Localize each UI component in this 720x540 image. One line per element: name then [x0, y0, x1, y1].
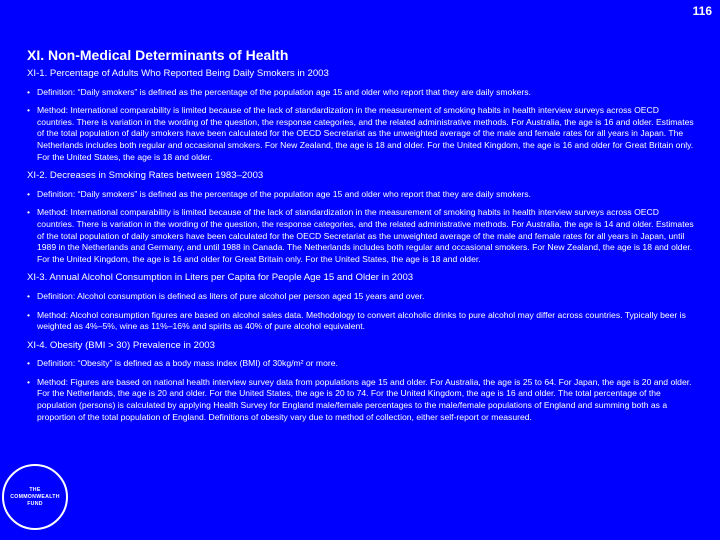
- section-heading: XI-2. Decreases in Smoking Rates between 1983–2003: [27, 170, 264, 182]
- method-bullet: • Method: International comparability is limited because of the lack of standardization in the measurement of smoking habits in health interview surveys across OECD countries. There is variation in the wording of the question, the response categories, and the related administrative methods. For Australia, the age is 16 and older. Estimates of the total population of daily smokers have been calculated for the OECD Secretariat as the unweighted average of the male and female rates for all years in Japan. The Netherlands includes both regular and occasional smokers. For New Zealand, the age is 18 and older. For the United Kingdom, the age is 16 and older for Great Britain only. For the United States, the age is 18 and older.: [27, 105, 697, 163]
- definition-bullet: • Definition: “Obesity” is defined as a body mass index (BMI) of 30kg/m² or more.: [27, 358, 697, 370]
- logo-text: THE COMMONWEALTH FUND: [10, 486, 60, 507]
- section-heading: XI-1. Percentage of Adults Who Reported Being Daily Smokers in 2003: [27, 68, 329, 79]
- method-bullet: • Method: Figures are based on national health interview survey data from populations age 15 and older. For Australia, the age is 25 to 64. For Japan, the age is 20 and older. For the Netherlands, the age is 20 and older. For the United States, the age is 20 to 74. For the United Kingdom, the age is 16 and older. The total percentage of the population (persons) is calculated by applying Health Survey for England male/female percentages to the male/female populations of England and summing both as a proportion of the total population of England. Definitions of obesity vary due to method of collection, either self-report or measured.: [27, 377, 697, 423]
- section-heading: XI-4. Obesity (BMI > 30) Prevalence in 2003: [27, 339, 215, 351]
- content: [27, 68, 697, 430]
- definition-bullet: • Definition: “Daily smokers” is defined as the percentage of the population age 15 and older who report that they are daily smokers.: [27, 189, 697, 201]
- commonwealth-fund-logo: [2, 464, 68, 530]
- section-xi-4: [27, 340, 697, 424]
- page-title: XI. Non-Medical Determinants of Health: [27, 47, 289, 63]
- method-bullet: • Method: International comparability is limited because of the lack of standardization in the measurement of smoking habits in health interview surveys across OECD countries. There is variation in the wording of the question, the response categories, and the related administrative methods. For Australia, the age is 14 and older. Estimates of the total population of daily smokers have been calculated for the OECD Secretariat as the unweighted average of the male and female rates for all years in Japan, until 1989 in the Netherlands and Germany, and until 1988 in Canada. The Netherlands includes both regular and occasional smokers. For New Zealand, the age is 18 and older. For the United Kingdom, the age is 16 and older for Great Britain only. For the United States, the age is 18 and older.: [27, 207, 697, 265]
- section-heading: XI-3. Annual Alcohol Consumption in Liters per Capita for People Age 15 and Older in 2003: [27, 272, 414, 284]
- method-bullet: • Method: Alcohol consumption figures are based on alcohol sales data. Methodology to convert alcoholic drinks to pure alcohol may differ across countries. Typically beer is weighted as 4%–5%, wine as 11%–16% and spirits as 40% of pure alcohol equivalent.: [27, 310, 697, 333]
- section-xi-2: [27, 170, 697, 265]
- definition-bullet: • Definition: “Daily smokers” is defined as the percentage of the population age 15 and older who report that they are daily smokers.: [27, 87, 697, 99]
- page-number: 116: [692, 4, 712, 18]
- section-xi-3: [27, 272, 697, 332]
- section-xi-1: [27, 68, 697, 163]
- definition-bullet: • Definition: Alcohol consumption is defined as liters of pure alcohol per person aged 15 years and over.: [27, 291, 697, 303]
